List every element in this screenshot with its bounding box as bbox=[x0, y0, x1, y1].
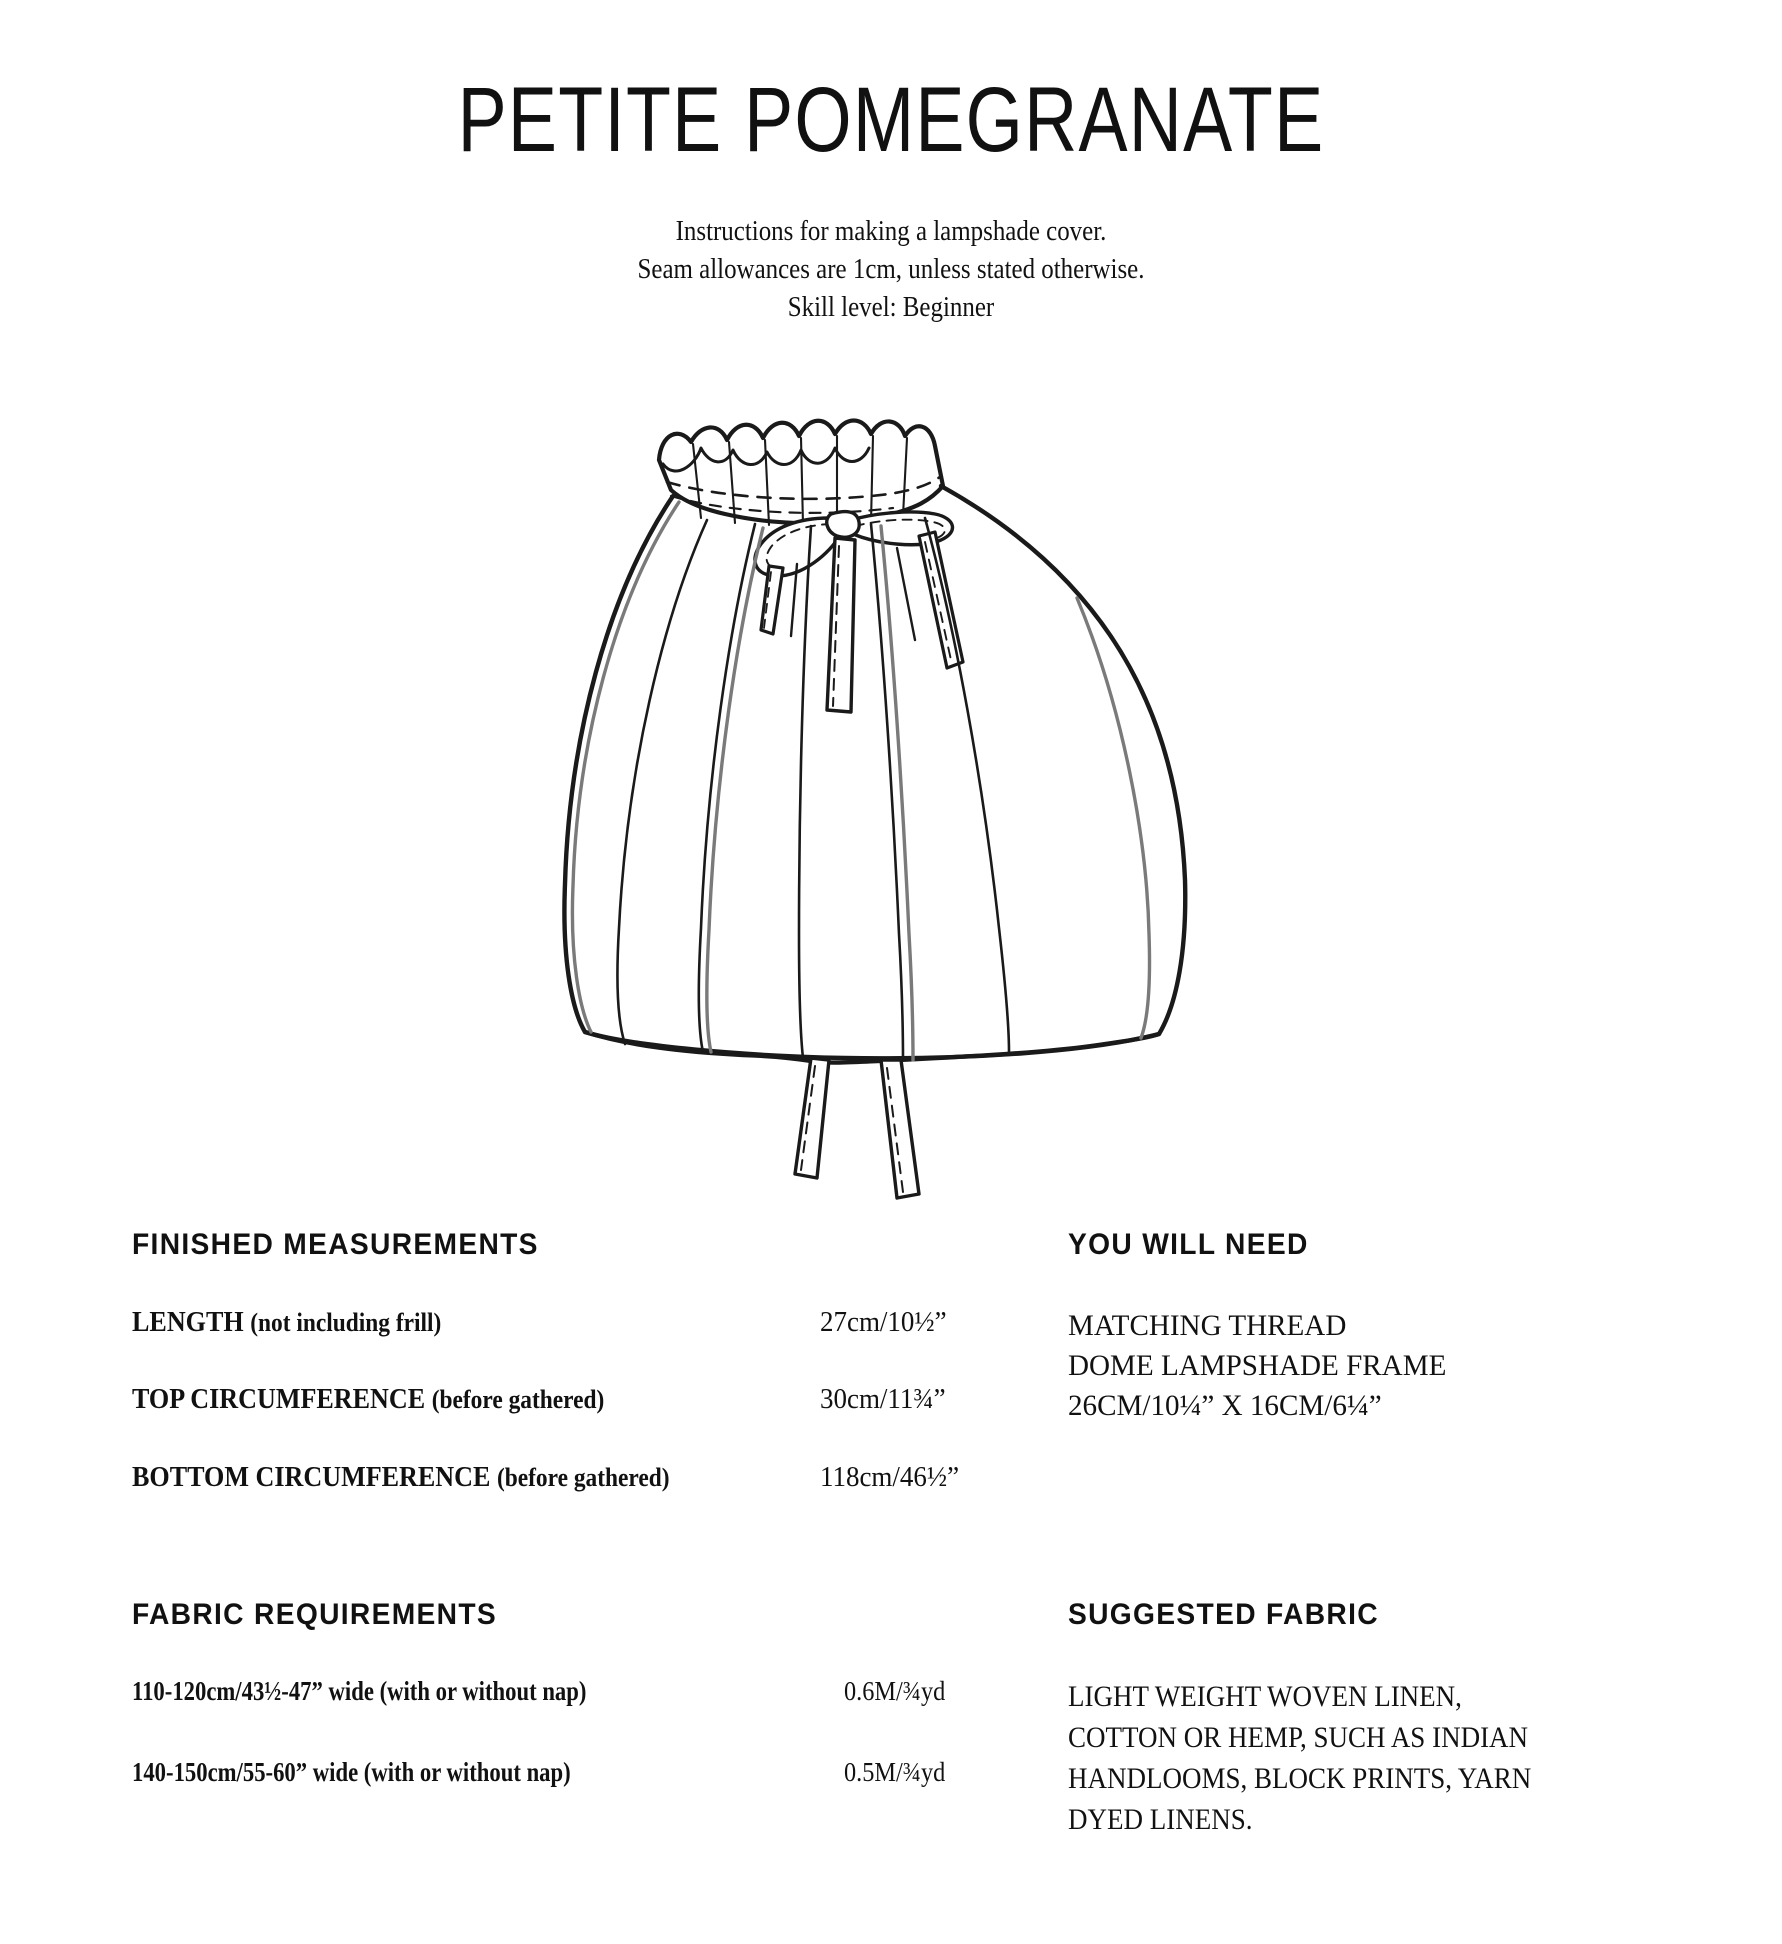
bottom-tie-right bbox=[881, 1060, 919, 1198]
section-you-will-need bbox=[1068, 1228, 1708, 1426]
table-row bbox=[132, 1676, 992, 1757]
measurement-label bbox=[132, 1306, 820, 1383]
measurement-label-main: BOTTOM CIRCUMFERENCE bbox=[132, 1460, 491, 1493]
measurement-label-note: (before gathered) bbox=[431, 1385, 605, 1415]
fabric-amount-text: 0.6M/¾yd bbox=[843, 1676, 946, 1706]
measurement-value-text: 30cm/11¾” bbox=[819, 1383, 946, 1416]
dome-shading-seams bbox=[572, 502, 1149, 1060]
page-title: PETITE POMEGRANATE bbox=[457, 69, 1325, 171]
subtitle-line-3: Skill level: Beginner bbox=[787, 291, 995, 323]
measurement-label bbox=[132, 1461, 820, 1538]
fabric-amount-value bbox=[844, 1676, 992, 1757]
fabric-width-label-text: 140-150cm/55-60” wide (with or without nap) bbox=[132, 1757, 571, 1787]
measurement-label-note: (before gathered) bbox=[496, 1462, 670, 1492]
you-will-need-list bbox=[1068, 1306, 1708, 1426]
subtitle-line-1: Instructions for making a lampshade cover. bbox=[675, 215, 1107, 247]
measurement-label-main: LENGTH bbox=[132, 1306, 244, 1338]
list-item: DOME LAMPSHADE FRAME bbox=[1068, 1349, 1447, 1382]
list-item: HANDLOOMS, BLOCK PRINTS, YARN bbox=[1068, 1762, 1532, 1795]
fabric-requirements-heading: FABRIC REQUIREMENTS bbox=[132, 1598, 497, 1631]
bottom-tie-left bbox=[795, 1058, 829, 1178]
subtitle-line-2: Seam allowances are 1cm, unless stated otherwise. bbox=[637, 253, 1145, 285]
lampshade-line-drawing-svg bbox=[511, 368, 1271, 1248]
suggested-fabric-list bbox=[1068, 1676, 1708, 1840]
fabric-width-label bbox=[132, 1676, 844, 1757]
table-row bbox=[132, 1757, 992, 1838]
list-item: 26CM/10¼” X 16CM/6¼” bbox=[1068, 1389, 1382, 1422]
table-row bbox=[132, 1461, 992, 1538]
list-item: DYED LINENS. bbox=[1068, 1803, 1253, 1836]
you-will-need-heading: YOU WILL NEED bbox=[1068, 1228, 1309, 1261]
list-item: COTTON OR HEMP, SUCH AS INDIAN bbox=[1068, 1721, 1529, 1754]
fabric-width-label bbox=[132, 1757, 844, 1838]
measurement-label bbox=[132, 1383, 820, 1460]
measurement-value-text: 27cm/10½” bbox=[819, 1306, 947, 1338]
table-row bbox=[132, 1306, 992, 1383]
suggested-fabric-heading: SUGGESTED FABRIC bbox=[1068, 1598, 1379, 1631]
fabric-amount-text: 0.5M/¾yd bbox=[843, 1757, 946, 1787]
measurement-label-main: TOP CIRCUMFERENCE bbox=[132, 1383, 426, 1416]
list-item: MATCHING THREAD bbox=[1068, 1309, 1347, 1342]
table-row bbox=[132, 1383, 992, 1460]
finished-measurements-table bbox=[132, 1306, 992, 1538]
measurement-label-note: (not including frill) bbox=[250, 1308, 442, 1337]
lampshade-illustration bbox=[0, 368, 1782, 1248]
section-finished-measurements bbox=[132, 1228, 992, 1538]
bow-knot bbox=[827, 512, 859, 538]
fabric-requirements-table bbox=[132, 1676, 992, 1838]
finished-measurements-heading: FINISHED MEASUREMENTS bbox=[132, 1228, 539, 1261]
content-grid bbox=[0, 1228, 1782, 1928]
fabric-width-label-text: 110-120cm/43½-47” wide (with or without nap) bbox=[132, 1676, 587, 1706]
list-item: LIGHT WEIGHT WOVEN LINEN, bbox=[1068, 1680, 1462, 1713]
measurement-value bbox=[820, 1383, 992, 1460]
measurement-value bbox=[820, 1461, 992, 1538]
subtitle-block bbox=[0, 212, 1782, 326]
section-suggested-fabric bbox=[1068, 1598, 1708, 1840]
bow-tail-center bbox=[827, 538, 855, 712]
section-fabric-requirements bbox=[132, 1598, 992, 1838]
bow-strand-short-right bbox=[897, 548, 915, 640]
frill-casing-stitch-upper bbox=[667, 476, 941, 499]
measurement-value bbox=[820, 1306, 992, 1383]
fabric-amount-value bbox=[844, 1757, 992, 1838]
measurement-value-text: 118cm/46½” bbox=[819, 1460, 959, 1493]
